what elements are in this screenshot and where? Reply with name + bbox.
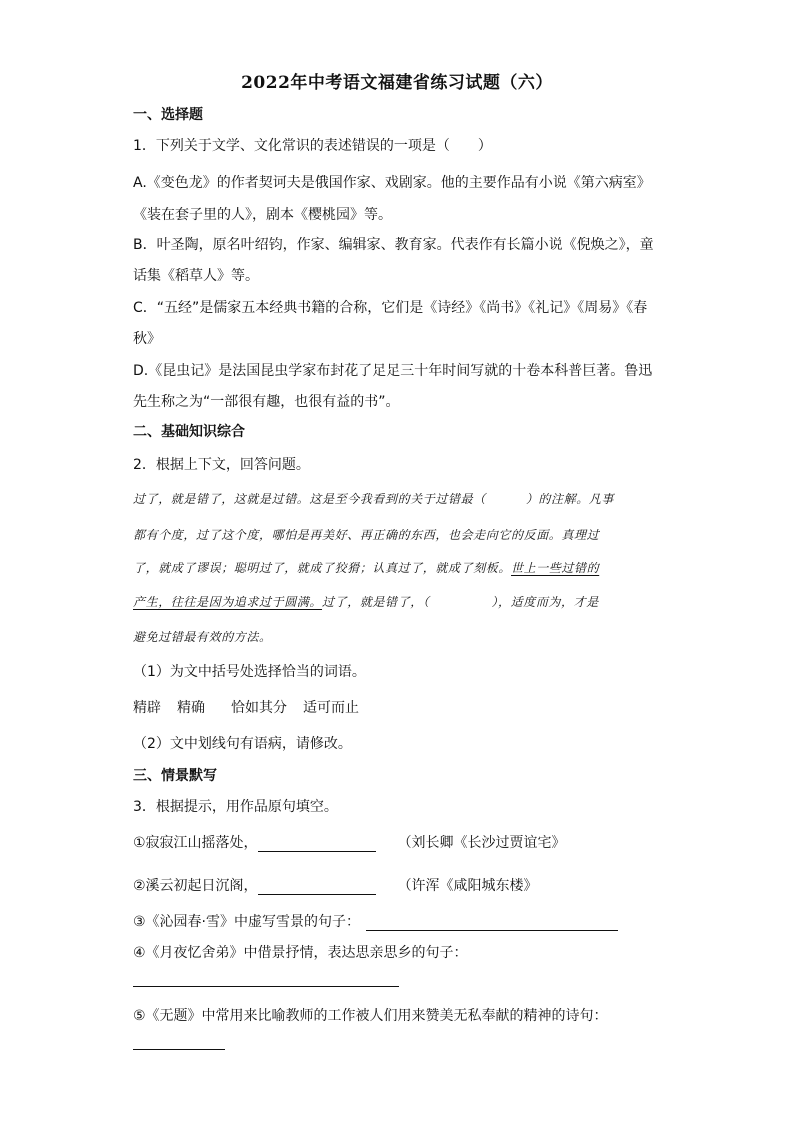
option-b-line2: 话集《稻草人》等。 <box>133 268 259 284</box>
option-a-line1: A.《变色龙》的作者契诃夫是俄国作家、戏剧家。他的主要作品有小说《第六病室》 <box>133 175 651 191</box>
passage-line-1b: ）的注解。凡事 <box>525 492 615 506</box>
underlined-sentence-part2: 产生，往往是因为追求过于圆满。 <box>133 595 323 609</box>
dictation-item-3-text: ③《沁园春·雪》中虚写雪景的句子： <box>133 914 361 930</box>
answer-blank-2[interactable] <box>258 880 376 895</box>
passage-line-1a: 过了，就是错了，这就是过错。这是至今我看到的关于过错最（ <box>133 492 486 506</box>
word-choice-3: 恰如其分 <box>231 700 287 716</box>
section-heading-basics: 二、基础知识综合 <box>133 424 245 440</box>
question-3-stem: 3．根据提示，用作品原句填空。 <box>133 799 338 815</box>
dictation-item-1 <box>133 832 566 852</box>
underlined-sentence-part1: 世上一些过错的 <box>511 561 600 575</box>
answer-blank-1[interactable] <box>258 837 376 852</box>
word-choice-2: 精确 <box>177 700 205 716</box>
passage-line-2: 都有个度，过了这个度，哪怕是再美好、再正确的东西，也会走向它的反面。真理过 <box>133 528 600 542</box>
section-heading-choice: 一、选择题 <box>133 107 203 123</box>
question-2-stem: 2．根据上下文，回答问题。 <box>133 457 310 473</box>
option-d-line1: D.《昆虫记》是法国昆虫学家布封花了足足三十年时间写就的十卷本科普巨著。鲁迅 <box>133 363 653 379</box>
word-choice-1: 精辟 <box>133 700 161 716</box>
sub-question-2: （2）文中划线句有语病，请修改。 <box>133 736 352 752</box>
section-heading-dictation: 三、情景默写 <box>133 768 217 784</box>
passage-line-4c: ），适度而为，才是 <box>491 595 599 609</box>
option-b-line1: B．叶圣陶，原名叶绍钧，作家、编辑家、教育家。代表作有长篇小说《倪焕之》，童 <box>133 237 654 253</box>
answer-blank-3[interactable] <box>366 916 618 931</box>
passage-line-3a: 了，就成了谬误；聪明过了，就成了狡猾；认真过了，就成了刻板。 <box>133 561 512 575</box>
word-choice-4: 适可而止 <box>303 700 359 716</box>
dictation-item-3 <box>133 911 618 931</box>
passage-line-4 <box>133 593 599 610</box>
page-title: 2022年中考语文福建省练习试题（六） <box>241 73 553 93</box>
passage-line-4b: 过了，就是错了，（ <box>322 595 430 609</box>
passage-line-5: 避免过错最有效的方法。 <box>133 630 272 644</box>
option-c-line2: 秋》 <box>133 331 161 347</box>
dictation-item-2-source: （许浑《咸阳城东楼》 <box>397 878 538 894</box>
option-c-line1: C．“五经”是儒家五本经典书籍的合称，它们是《诗经》《尚书》《礼记》《周易》《春 <box>133 300 648 316</box>
word-choice-list <box>133 697 359 717</box>
passage-line-1 <box>133 490 614 507</box>
dictation-item-1-source: （刘长卿《长沙过贾谊宅》 <box>397 835 566 851</box>
option-a-line2: 《装在套子里的人》，剧本《樱桃园》等。 <box>133 207 392 223</box>
dictation-item-1-text: ①寂寂江山摇落处， <box>133 835 258 851</box>
passage-line-3 <box>133 559 599 576</box>
dictation-item-4-text: ④《月夜忆舍弟》中借景抒情，表达思亲思乡的句子： <box>133 945 468 961</box>
sub-question-1: （1）为文中括号处选择恰当的词语。 <box>133 664 366 680</box>
dictation-item-2 <box>133 875 538 895</box>
answer-blank-5[interactable] <box>133 1049 225 1050</box>
dictation-item-5-text: ⑤《无题》中常用来比喻教师的工作被人们用来赞美无私奉献的精神的诗句： <box>133 1008 608 1024</box>
answer-blank-4[interactable] <box>133 986 399 987</box>
option-d-line2: 先生称之为“一部很有趣，也很有益的书”。 <box>133 394 400 410</box>
question-1-stem: 1．下列关于文学、文化常识的表述错误的一项是（ ） <box>133 138 492 154</box>
dictation-item-2-text: ②溪云初起日沉阁， <box>133 878 258 894</box>
